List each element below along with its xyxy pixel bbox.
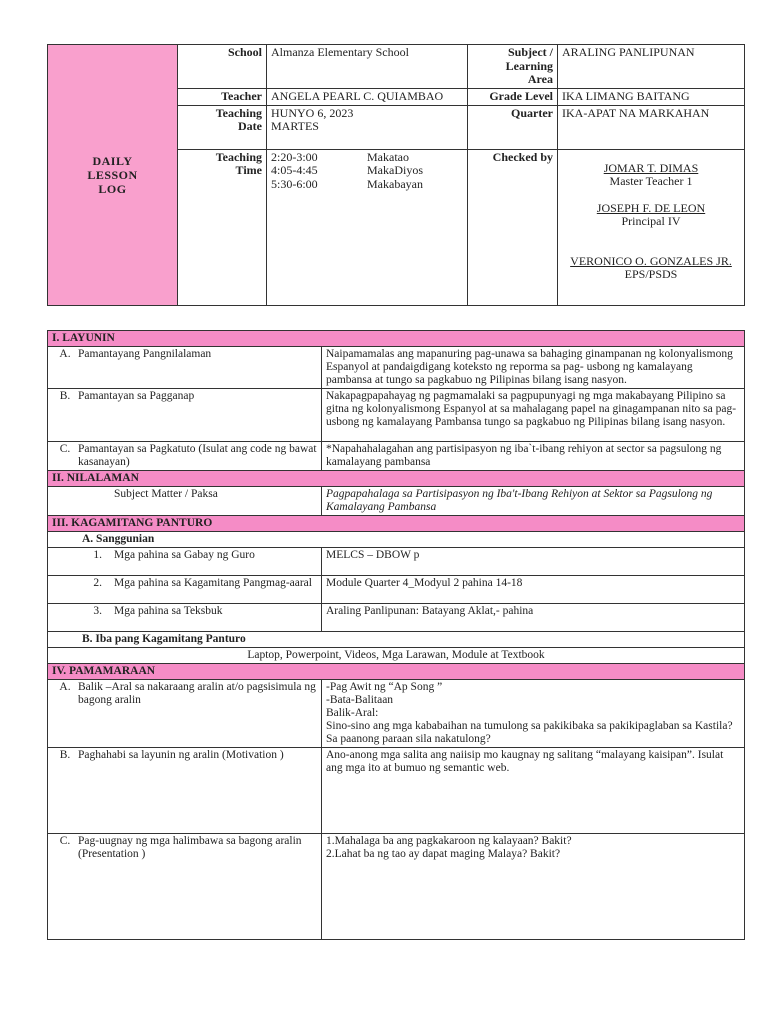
time-slot: 5:30-6:00: [271, 176, 318, 191]
table-row-label: C. Pag-uugnay ng mga halimbawa sa bagong aralin (Presentation ): [48, 834, 322, 940]
section-name: MakaDiyos: [367, 163, 423, 177]
checker-name: VERONICO O. GONZALES JR.: [570, 253, 732, 268]
table-row-label: C. Pamantayan sa Pagkatuto (Isulat ang code ng bawat kasanayan): [48, 442, 322, 471]
checker-title: Principal IV: [621, 214, 681, 228]
section-name: Makatao: [367, 149, 409, 164]
checker-name: JOSEPH F. DE LEON: [596, 200, 706, 215]
table-row-label: 1. Mga pahina sa Gabay ng Guro: [48, 548, 322, 576]
table-row-content: -Pag Awit ng “Ap Song ” -Bata-Balitaan Balik-Aral: Sino-sino ang mga kababaihan na tumulong sa pakikibaka sa pakikipaglaban sa Kastila? Sa paanong paraan sila nakatulong?: [322, 680, 745, 748]
table-row-content: 1.Mahalaga ba ang pagkakaroon ng kalayaan? Bakit? 2.Lahat ba ng tao ay dapat maging Malaya? Bakit?: [322, 834, 745, 940]
table-row-label: A. Pamantayang Pangnilalaman: [48, 347, 322, 389]
checker-name: JOMAR T. DIMAS: [603, 160, 699, 175]
table-row-content: MELCS – DBOW p: [322, 548, 745, 576]
section-name: Makabayan: [367, 176, 423, 191]
time-slot: 2:20-3:00: [271, 149, 318, 164]
checked-by-label: Checked by: [468, 149, 558, 306]
quarter-label: Quarter: [468, 105, 558, 149]
school-label: School: [178, 45, 267, 89]
table-row-label: A. Balik –Aral sa nakaraang aralin at/o pagsisimula ng bagong aralin: [48, 680, 322, 748]
table-row-content: Ano-anong mga salita ang naiisip mo kaugnay ng salitang “malayang kaisipan”. Isulat ang mga ito at bumuo ng semantic web.: [322, 748, 745, 834]
teacher-label: Teacher: [178, 89, 267, 106]
checked-by-value: [558, 149, 745, 306]
section-heading-layunin: I. LAYUNIN: [48, 331, 745, 347]
school-value: Almanza Elementary School: [267, 45, 468, 89]
teaching-time-value: [267, 149, 468, 306]
subheading-iba-pang-kagamitan: B. Iba pang Kagamitang Panturo: [48, 632, 745, 648]
table-row-label: B. Paghahabi sa layunin ng aralin (Motivation ): [48, 748, 322, 834]
subject-value: ARALING PANLIPUNAN: [558, 45, 745, 89]
section-heading-pamamaraan: IV. PAMAMARAAN: [48, 664, 745, 680]
quarter-value: IKA-APAT NA MARKAHAN: [558, 105, 745, 149]
header-table: [47, 44, 745, 306]
lesson-plan-table: [47, 330, 745, 940]
table-row-content: Araling Panlipunan: Batayang Aklat,- pahina: [322, 604, 745, 632]
teacher-value: ANGELA PEARL C. QUIAMBAO: [267, 89, 468, 106]
checker-title: EPS/PSDS: [624, 267, 678, 281]
teaching-date-value: HUNYO 6, 2023 MARTES: [267, 105, 468, 149]
subject-matter: Pagpapahalaga sa Partisipasyon ng Iba't-Ibang Rehiyon at Sektor sa Pagsulong ng Kamalayang Pambansa: [322, 487, 745, 516]
table-row-content: Naipamamalas ang mapanuring pag-unawa sa bahaging ginampanan ng kolonyalismong Espanyol at pandaigdigang koteksto ng reporma sa pag- usbong ng kamalayang pambansa at tungo sa pagkabuo ng Pilipinas bilang isang nasyon.: [322, 347, 745, 389]
section-heading-nilalaman: II. NILALAMAN: [48, 471, 745, 487]
section-heading-kagamitan: III. KAGAMITANG PANTURO: [48, 516, 745, 532]
other-materials: Laptop, Powerpoint, Videos, Mga Larawan, Module at Textbook: [48, 648, 745, 664]
subject-label: Subject / Learning Area: [468, 45, 558, 89]
checker-title: Master Teacher 1: [609, 174, 693, 188]
table-row-label: Subject Matter / Paksa: [48, 487, 322, 516]
table-row-content: Nakapagpapahayag ng pagmamalaki sa pagpupunyagi ng mga makabayang Pilipino sa gitna ng kolonyalismong Espanyol at sa mahalagang papel na ginagampanan nito sa pag- usbong ng kamalayang Pambansa tungo sa pagkabuo ng Pilipinas bilang isang nasyon.: [322, 389, 745, 442]
table-row-content: Module Quarter 4_Modyul 2 pahina 14-18: [322, 576, 745, 604]
time-slot: 4:05-4:45: [271, 163, 318, 177]
table-row-label: B. Pamantayan sa Pagganap: [48, 389, 322, 442]
subheading-sanggunian: A. Sanggunian: [48, 532, 745, 548]
teaching-date-label: Teaching Date: [178, 105, 267, 149]
table-row-label: 2. Mga pahina sa Kagamitang Pangmag-aaral: [48, 576, 322, 604]
daily-lesson-log-title: DAILY LESSON LOG: [48, 45, 178, 306]
table-row-label: 3. Mga pahina sa Teksbuk: [48, 604, 322, 632]
table-row-content: *Napahahalagahan ang partisipasyon ng iba`t-ibang rehiyon at sector sa pagsulong ng kamalayang pambansa: [322, 442, 745, 471]
grade-level-value: IKA LIMANG BAITANG: [558, 89, 745, 106]
grade-level-label: Grade Level: [468, 89, 558, 106]
teaching-time-label: Teaching Time: [178, 149, 267, 306]
